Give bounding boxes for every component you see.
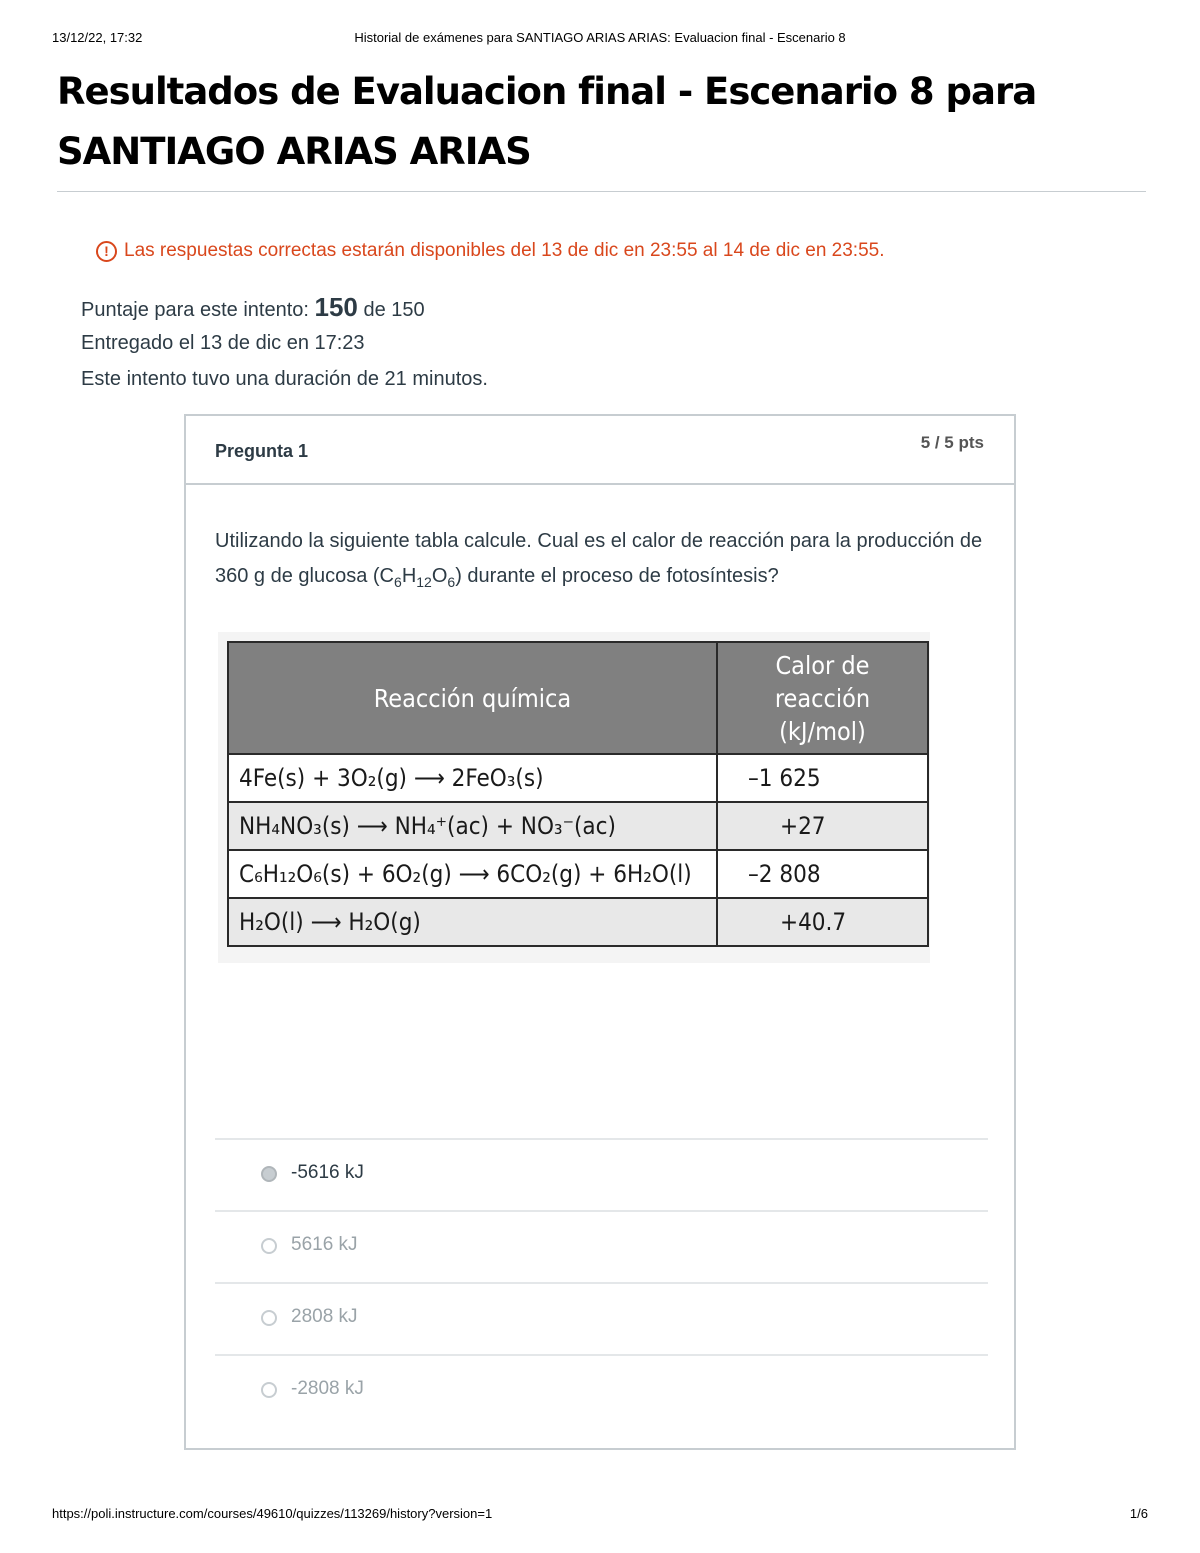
radio-icon[interactable] [261, 1310, 277, 1326]
answer-option[interactable] [215, 1210, 988, 1282]
page-title: Resultados de Evaluacion final - Escenario 8 para SANTIAGO ARIAS ARIAS [57, 70, 1037, 173]
table-row [228, 898, 928, 946]
question-header [186, 416, 1014, 485]
radio-selected-icon[interactable] [261, 1166, 277, 1182]
print-title: Historial de exámenes para SANTIAGO ARIAS ARIAS: Evaluacion final - Escenario 8 [354, 30, 846, 45]
reaction-cell: H₂O(l) ⟶ H₂O(g) [228, 898, 717, 946]
warning-icon: ! [96, 241, 117, 262]
reaction-table [227, 641, 929, 947]
reaction-cell: 4Fe(s) + 3O₂(g) ⟶ 2FeO₃(s) [228, 754, 717, 802]
heat-cell: +27 [717, 802, 928, 850]
page-number: 1/6 [1129, 1506, 1148, 1521]
answer-option[interactable] [215, 1138, 988, 1210]
answer-list [215, 1138, 988, 1426]
header-reaction: Reacción química [228, 642, 717, 754]
answer-label: 2808 kJ [291, 1306, 358, 1327]
table-row [228, 754, 928, 802]
question-points: 5 / 5 pts [920, 433, 984, 452]
title-divider [57, 191, 1146, 192]
question-card [184, 414, 1016, 1450]
notice-text: Las respuestas correctas estarán disponibles del 13 de dic en 23:55 al 14 de dic en 23:55. [124, 240, 885, 261]
attempt-summary [81, 289, 488, 397]
score-label: Puntaje para este intento: [81, 299, 309, 321]
question-text: Utilizando la siguiente tabla calcule. Cual es el calor de reacción para la producción de 360 g de glucosa $(C_6H_{12}O_6)$ durante el proceso de fotosíntesis? [215, 530, 983, 590]
print-header [52, 30, 1148, 48]
score-value: 150 [314, 292, 358, 322]
heat-cell: –2 808 [717, 850, 928, 898]
radio-icon[interactable] [261, 1238, 277, 1254]
score-line [81, 289, 488, 325]
reaction-cell: NH₄NO₃(s) ⟶ NH₄⁺(ac) + NO₃⁻(ac) [228, 802, 717, 850]
answers-availability-notice [96, 240, 885, 262]
question-label: Pregunta 1 [215, 441, 309, 461]
print-date: 13/12/22, 17:32 [52, 30, 143, 45]
table-header-row [228, 642, 928, 754]
heat-cell: +40.7 [717, 898, 928, 946]
header-heat: Calor de reacción (kJ/mol) [717, 642, 928, 754]
answer-label: 5616 kJ [291, 1234, 358, 1255]
radio-icon[interactable] [261, 1382, 277, 1398]
reaction-cell: C₆H₁₂O₆(s) + 6O₂(g) ⟶ 6CO₂(g) + 6H₂O(l) [228, 850, 717, 898]
submitted-line: Entregado el 13 de dic en 17:23 [81, 332, 365, 354]
answer-option[interactable] [215, 1282, 988, 1354]
duration-line: Este intento tuvo una duración de 21 minutos. [81, 368, 488, 390]
answer-option[interactable] [215, 1354, 988, 1426]
reaction-table-image [218, 632, 930, 963]
answer-label: -5616 kJ [291, 1162, 364, 1183]
page-url[interactable]: https://poli.instructure.com/courses/49610/quizzes/113269/history?version=1 [52, 1506, 493, 1521]
score-total: de 150 [363, 299, 425, 321]
table-row [228, 850, 928, 898]
table-row [228, 802, 928, 850]
answer-label: -2808 kJ [291, 1378, 364, 1399]
heat-cell: –1 625 [717, 754, 928, 802]
